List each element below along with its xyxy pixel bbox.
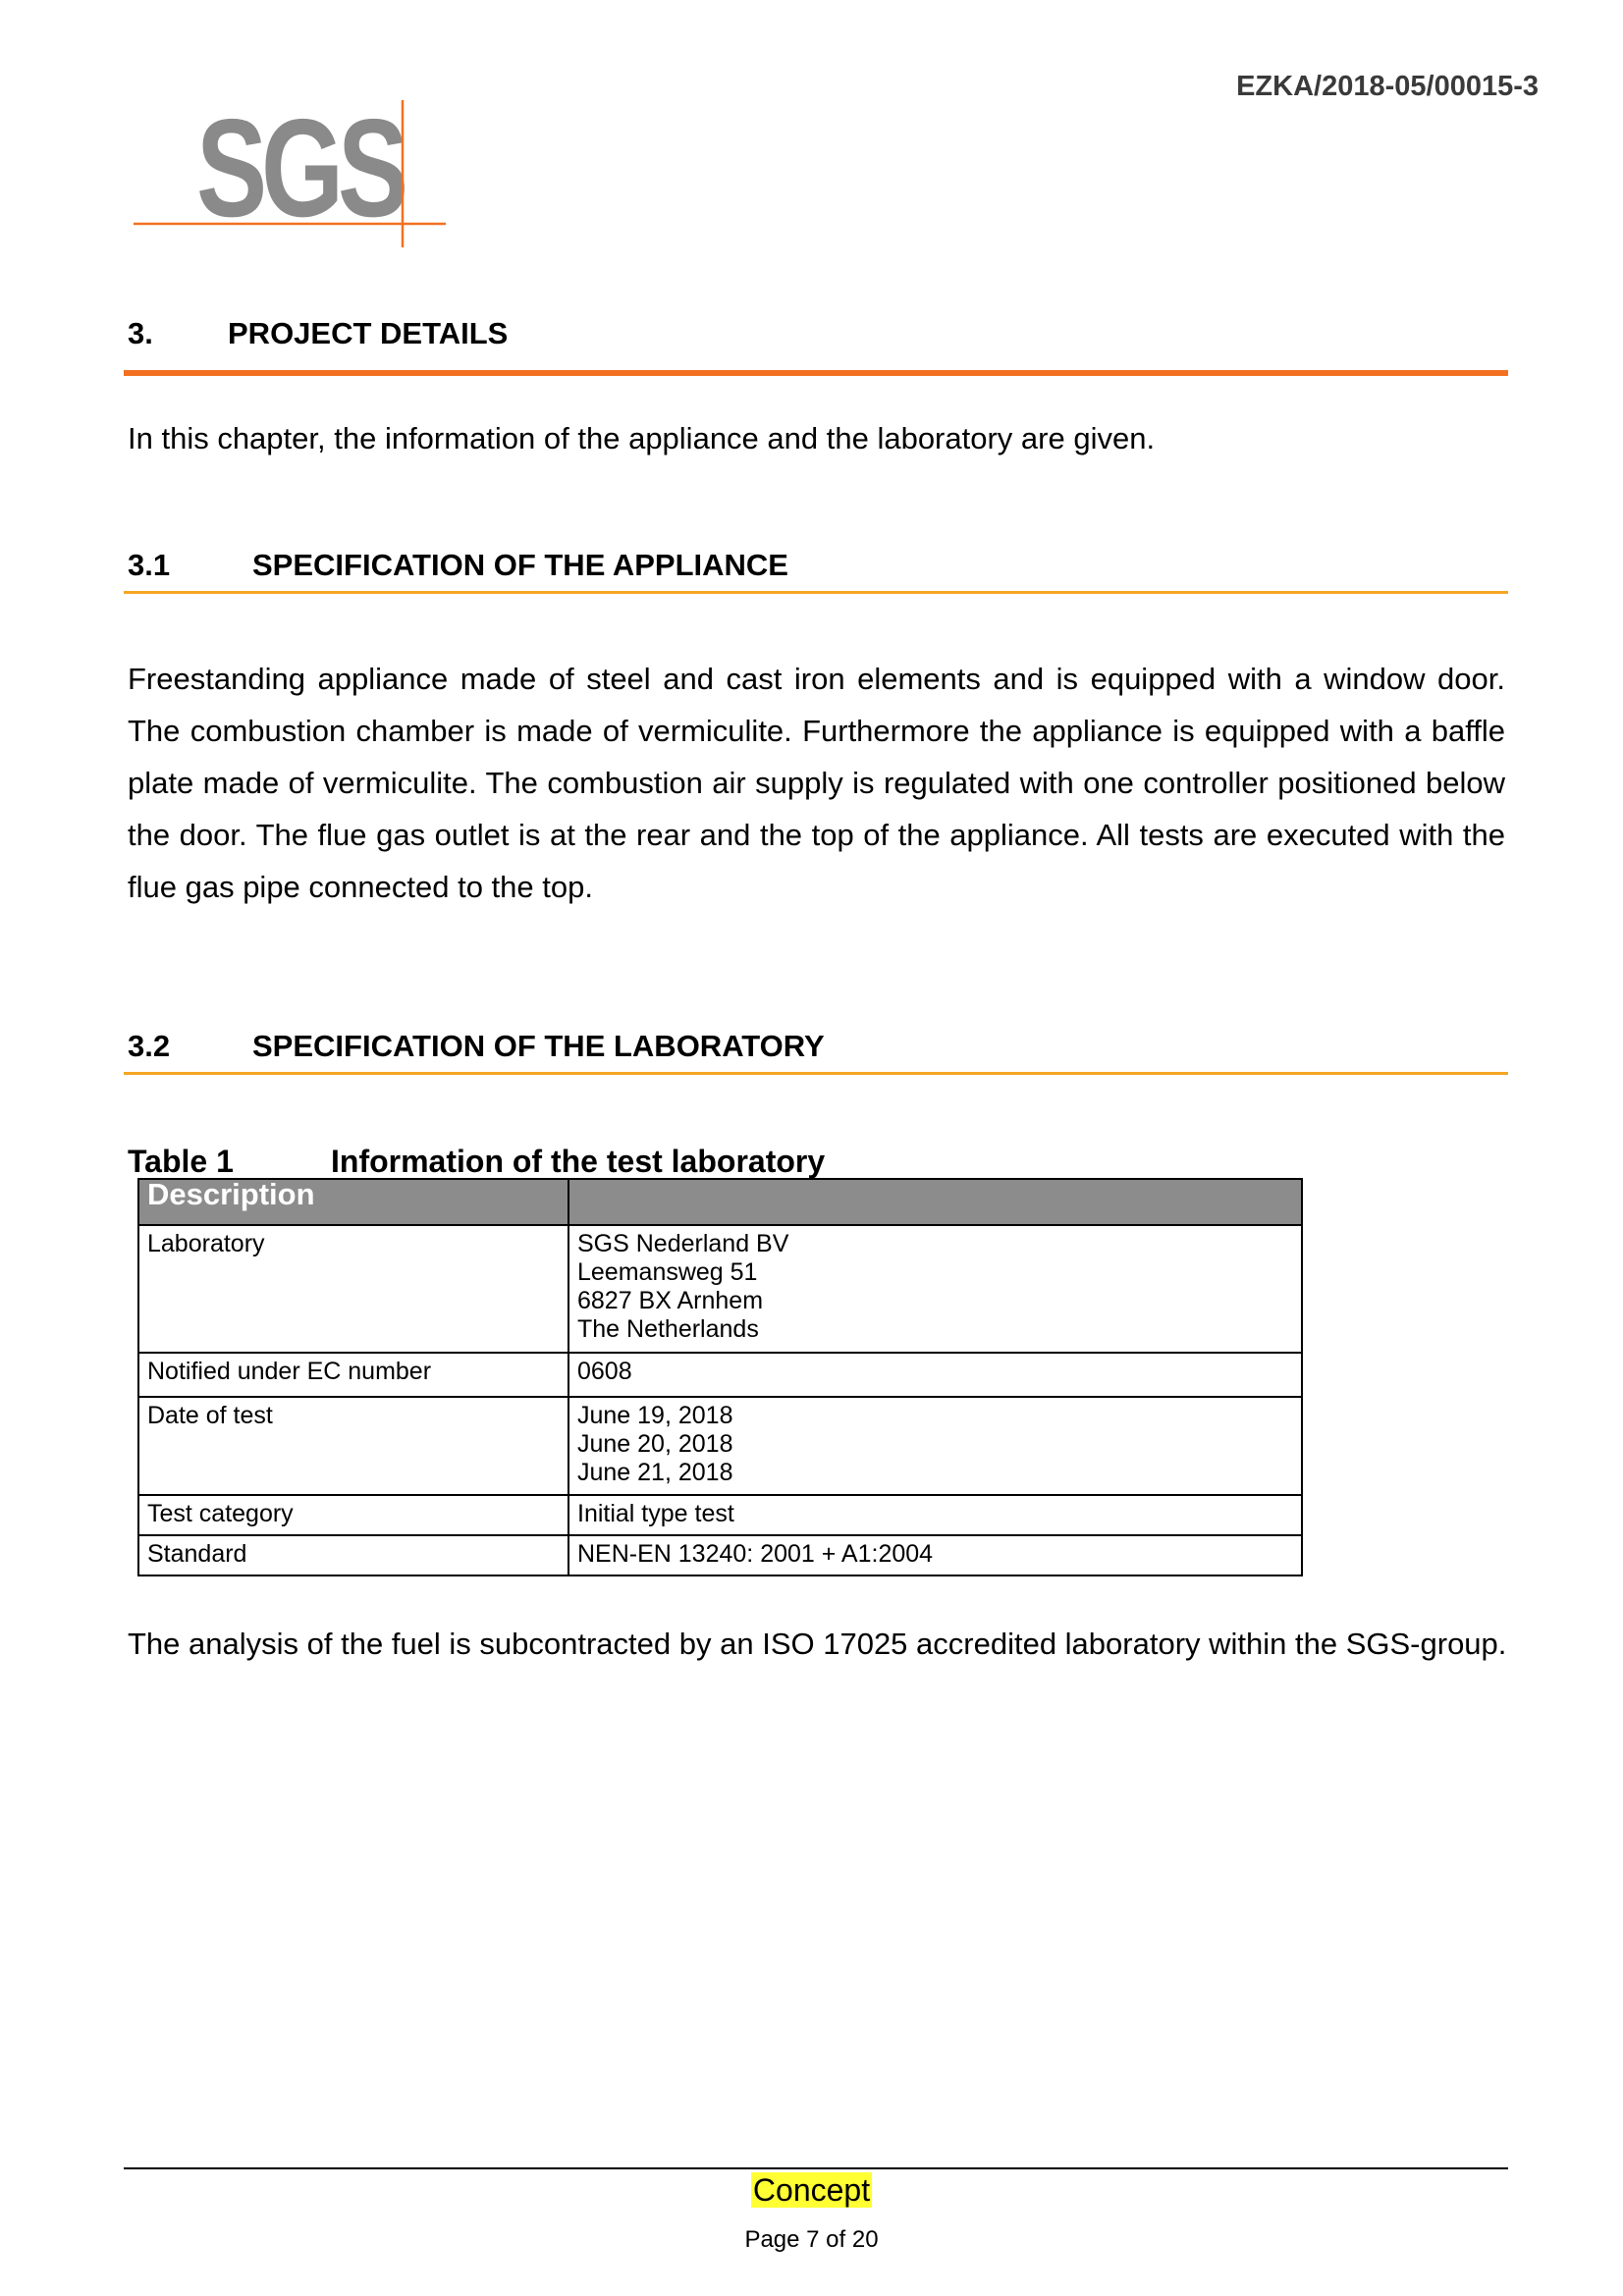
table-row bbox=[138, 1535, 1302, 1575]
laboratory-info-table bbox=[137, 1178, 1303, 1576]
value-line: NEN-EN 13240: 2001 + A1:2004 bbox=[577, 1540, 934, 1568]
status-label: Concept bbox=[752, 2172, 871, 2208]
value-line: Initial type test bbox=[577, 1500, 734, 1527]
row-description: Date of test bbox=[138, 1397, 568, 1495]
subsection-number: 3.2 bbox=[128, 1029, 171, 1063]
row-description: Notified under EC number bbox=[138, 1353, 568, 1397]
row-value bbox=[568, 1535, 1302, 1575]
subsection-divider bbox=[124, 1072, 1508, 1075]
value-line: Leemansweg 51 bbox=[577, 1258, 758, 1286]
row-description: Laboratory bbox=[138, 1225, 568, 1353]
closing-note: The analysis of the fuel is subcontracted by an ISO 17025 accredited laboratory within the SGS-group. bbox=[128, 1627, 1507, 1661]
sgs-logo bbox=[130, 94, 454, 249]
row-description: Standard bbox=[138, 1535, 568, 1575]
section-divider bbox=[124, 370, 1508, 376]
row-description: Test category bbox=[138, 1495, 568, 1535]
subsection-number: 3.1 bbox=[128, 548, 171, 582]
document-reference: EZKA/2018-05/00015-3 bbox=[1236, 71, 1539, 102]
footer-divider bbox=[124, 2167, 1508, 2169]
value-line: June 21, 2018 bbox=[577, 1459, 733, 1486]
row-value bbox=[568, 1353, 1302, 1397]
row-value bbox=[568, 1495, 1302, 1535]
appliance-description: Freestanding appliance made of steel and cast iron elements and is equipped with a window door. The combustion chamber is made of vermiculite. Furthermore the appliance is equipped with a baffle plate made of vermiculite. The combustion air supply is regulated with one controller positioned below the door. The flue gas outlet is at the rear and the top of the appliance. All tests are executed with the flue gas pipe connected to the top. bbox=[128, 662, 1505, 904]
row-value bbox=[568, 1397, 1302, 1495]
section-intro: In this chapter, the information of the appliance and the laboratory are given. bbox=[128, 421, 1156, 455]
table-row bbox=[138, 1225, 1302, 1353]
value-line: June 20, 2018 bbox=[577, 1430, 733, 1458]
value-line: SGS Nederland BV bbox=[577, 1230, 789, 1257]
value-line: The Netherlands bbox=[577, 1315, 759, 1343]
table-label: Table 1 bbox=[128, 1144, 234, 1179]
table-row bbox=[138, 1353, 1302, 1397]
table-header-cell: Description bbox=[138, 1179, 568, 1225]
value-line: 0608 bbox=[577, 1358, 632, 1385]
subsection-divider bbox=[124, 591, 1508, 594]
section-title: PROJECT DETAILS bbox=[228, 316, 509, 350]
table-row bbox=[138, 1397, 1302, 1495]
section-number: 3. bbox=[128, 316, 153, 350]
row-value bbox=[568, 1225, 1302, 1353]
subsection-title: SPECIFICATION OF THE APPLIANCE bbox=[252, 548, 788, 582]
svg-text:SGS: SGS bbox=[196, 94, 406, 246]
status-badge bbox=[0, 2172, 1623, 2209]
table-row bbox=[138, 1495, 1302, 1535]
page-number: Page 7 of 20 bbox=[744, 2226, 879, 2253]
value-line: 6827 BX Arnhem bbox=[577, 1287, 764, 1314]
table-header-row bbox=[138, 1179, 1302, 1225]
table-caption: Information of the test laboratory bbox=[331, 1144, 826, 1179]
table-header-cell bbox=[568, 1179, 1302, 1225]
value-line: June 19, 2018 bbox=[577, 1402, 733, 1429]
subsection-title: SPECIFICATION OF THE LABORATORY bbox=[252, 1029, 825, 1063]
